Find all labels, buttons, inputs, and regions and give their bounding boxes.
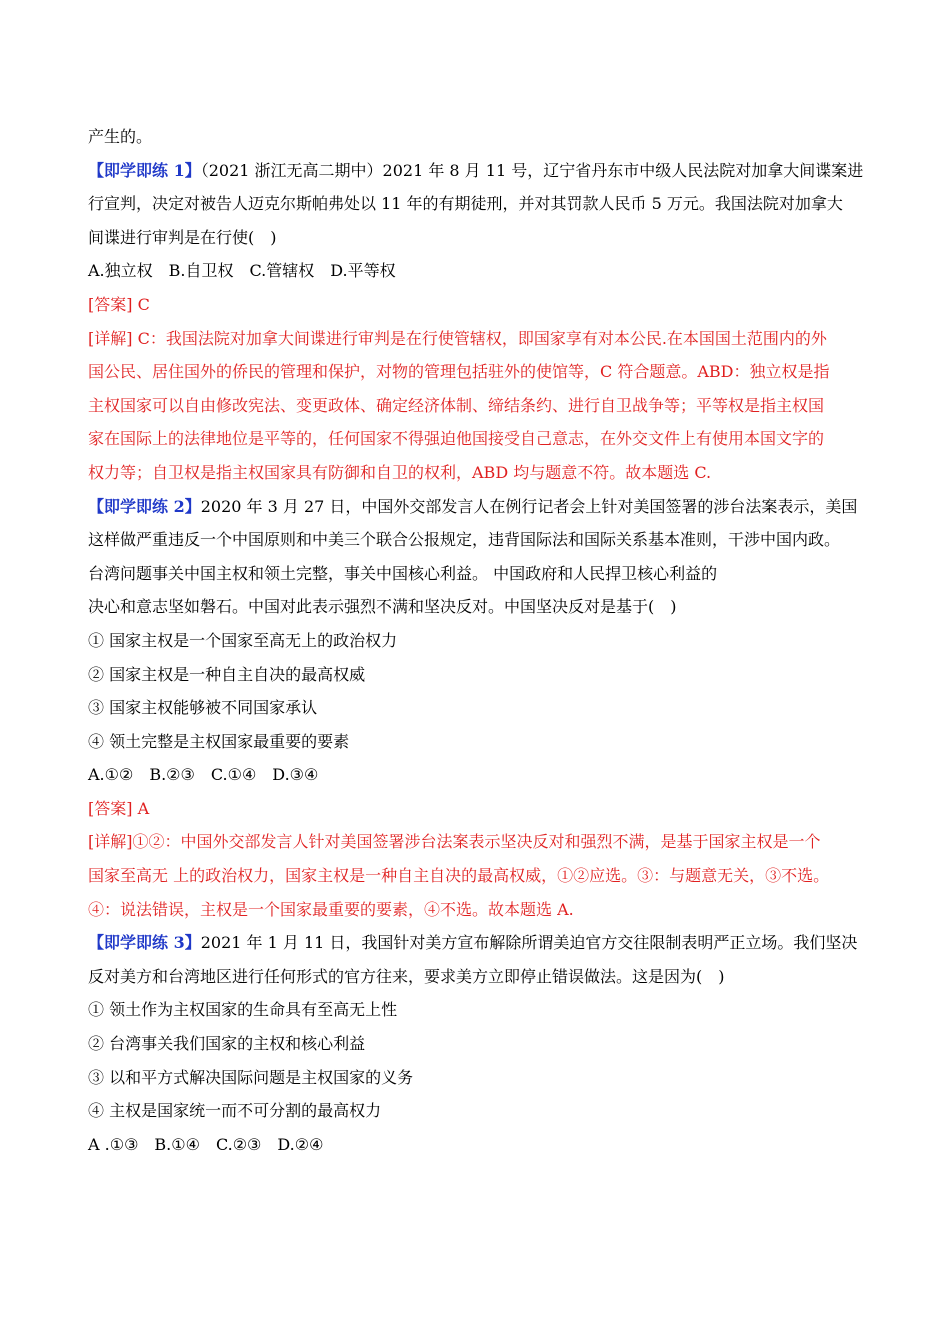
q2-text-1: 2020 年 3 月 27 日，中国外交部发言人在例行记者会上针对美国签署的涉台法案表示，美国 [200,496,858,516]
q3-options: A .①③ B.①④ C.②③ D.②④ [88,1134,324,1154]
q3-item-2: ② 台湾事关我们国家的主权和核心利益 [88,1034,366,1054]
q2-options: A.①② B.②③ C.①④ D.③④ [88,765,319,785]
q1-line-1 [88,154,866,188]
q1-tag: 【即学即练 1】 [88,160,201,180]
q1-detail-4: 家在国际上的法律地位是平等的，任何国家不得强迫他国接受自己意志，在外交文件上有使用本国文字的 [88,429,825,449]
q2-item-3: ③ 国家主权能够被不同国家承认 [88,698,318,718]
q2-detail-3: ④：说法错误，主权是一个国家最重要的要素，④不选。故本题选 A. [88,899,574,919]
q2-line-1 [88,490,866,524]
q1-line-2: 行宣判，决定对被告人迈克尔斯帕弗处以 11 年的有期徒刑，并对其罚款人民币 5 万元。我国法院对加拿大 [88,194,843,214]
q1-answer: [答案] C [88,294,150,314]
q2-item-2: ② 国家主权是一种自主自决的最高权威 [88,664,366,684]
q1-detail-5: 权力等；自卫权是指主权国家具有防御和自卫的权利，ABD 均与题意不符。故本题选 C. [88,462,712,482]
q2-line-2: 这样做严重违反一个中国原则和中美三个联合公报规定，违背国际法和国际关系基本准则，干涉中国内政。 [88,530,841,550]
q1-detail-2: 国公民、居住国外的侨民的管理和保护，对物的管理包括驻外的使馆等，C 符合题意。ABD：独立权是指 [88,362,830,382]
q1-text-1: （2021 浙江无高二期中）2021 年 8 月 11 号，辽宁省丹东市中级人民法院对加拿大间谍案进 [200,160,864,180]
q3-text-1: 2021 年 1 月 11 日，我国针对美方宣布解除所谓美迫官方交往限制表明严正立场。我们坚决 [200,933,858,953]
q3-item-4: ④ 主权是国家统一而不可分割的最高权力 [88,1101,382,1121]
q3-item-1: ① 领土作为主权国家的生命具有至高无上性 [88,1000,398,1020]
q3-tag: 【即学即练 3】 [88,933,201,953]
q1-line-3: 间谍进行审判是在行使( ) [88,227,277,247]
q2-line-4: 决心和意志坚如磐石。中国对此表示强烈不满和坚决反对。中国坚决反对是基于( ) [88,597,677,617]
question-2 [88,490,866,927]
q2-item-4: ④ 领土完整是主权国家最重要的要素 [88,731,350,751]
q1-detail-1: [详解] C：我国法院对加拿大间谍进行审判是在行使管辖权，即国家享有对本公民.在本国国土范围内的外 [88,328,827,348]
intro-line: 产生的。 [88,127,153,146]
question-3 [88,926,866,1161]
q1-detail-3: 主权国家可以自由修改宪法、变更政体、确定经济体制、缔结条约、进行自卫战争等；平等权是指主权国 [88,395,825,415]
q2-answer: [答案] A [88,798,150,818]
q1-options: A.独立权 B.自卫权 C.管辖权 D.平等权 [88,261,396,281]
q2-detail-1: [详解]①②：中国外交部发言人针对美国签署涉台法案表示坚决反对和强烈不满，是基于国家主权是一个 [88,832,821,852]
q2-line-3: 台湾问题事关中国主权和领土完整，事关中国核心利益。 中国政府和人民捍卫核心利益的 [88,563,718,583]
q3-line-2: 反对美方和台湾地区进行任何形式的官方往来，要求美方立即停止错误做法。这是因为( ) [88,966,725,986]
q3-item-3: ③ 以和平方式解决国际问题是主权国家的义务 [88,1067,414,1087]
q2-tag: 【即学即练 2】 [88,496,201,516]
question-1 [88,154,866,490]
document-page [88,120,866,1161]
q2-detail-2: 国家至高无 上的政治权力，国家主权是一种自主自决的最高权威，①②应选。③：与题意无关，③不选。 [88,866,830,886]
q3-line-1 [88,926,866,960]
q2-item-1: ① 国家主权是一个国家至高无上的政治权力 [88,630,398,650]
